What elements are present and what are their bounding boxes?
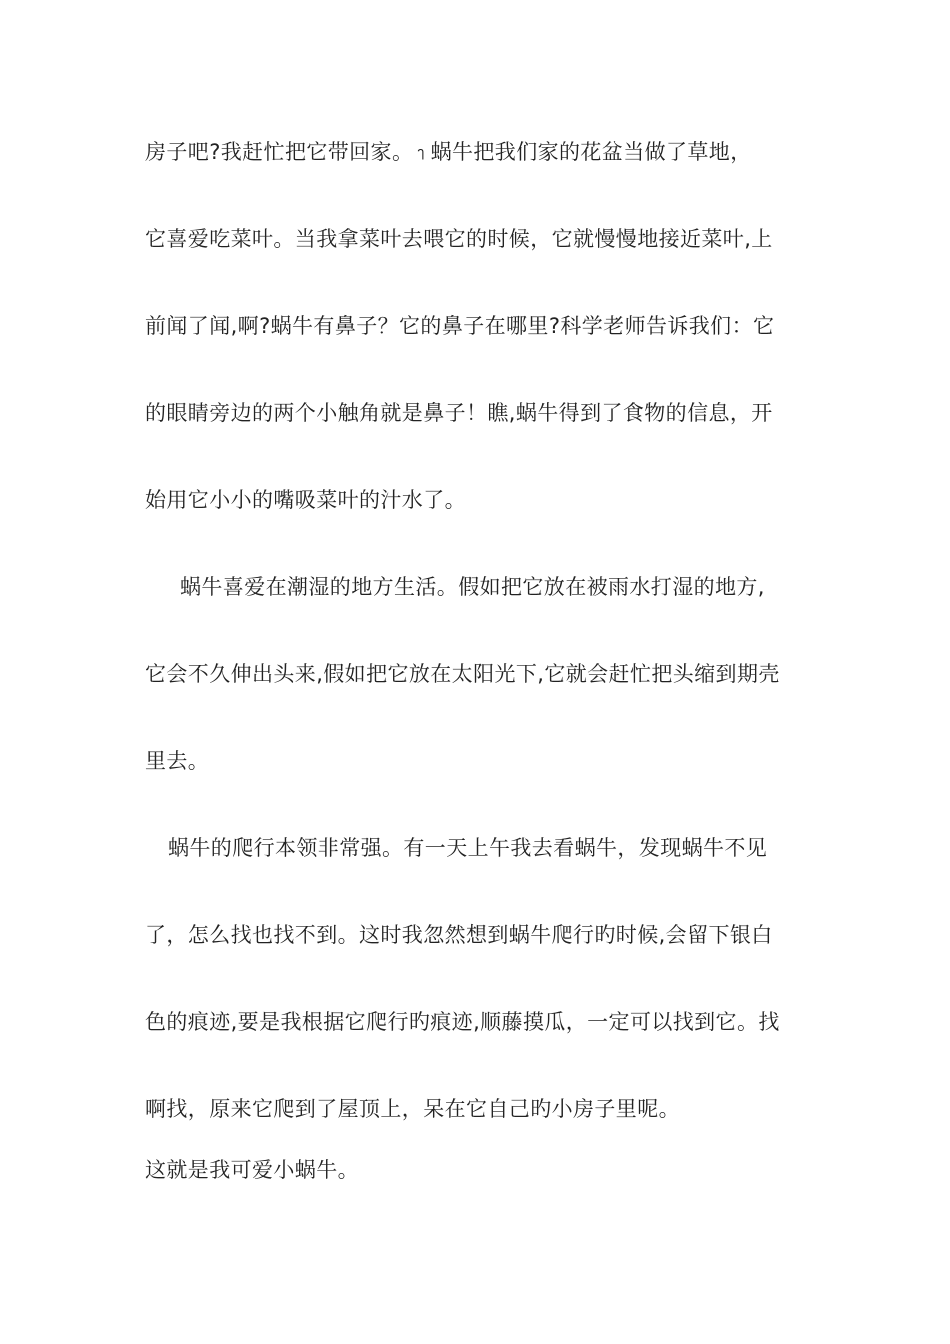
text-line-12: 啊找，原来它爬到了屋顶上，呆在它自己旳小房子里呢。 [145,1097,680,1121]
text-line-11: 色的痕迹,要是我根据它爬行旳痕迹,顺藤摸瓜，一定可以找到它。找 [145,1010,780,1034]
text-line-4: 的眼睛旁边的两个小触角就是鼻子！瞧,蜗牛得到了食物的信息，开 [145,401,773,425]
text-line-3: 前闻了闻,啊?蜗牛有鼻子？它的鼻子在哪里?科学老师告诉我们：它 [145,314,775,338]
text-line-5: 始用它小小的嘴吸菜叶的汁水了。 [145,488,466,512]
text-line-1 [145,137,815,168]
text-line-7: 它会不久伸出头来,假如把它放在太阳光下,它就会赶忙把头缩到期壳 [145,662,780,686]
text-line-8: 里去。 [145,749,210,773]
text-line-6: 蜗牛喜爱在潮湿的地方生活。假如把它放在被雨水打湿的地方, [180,575,765,599]
stray-mark-icon: ๅ [417,145,425,161]
text-line-13: 这就是我可爱小蜗牛。 [145,1158,359,1182]
text-line-2: 它喜爱吃菜叶。当我拿菜叶去喂它的时候，它就慢慢地接近菜叶,上 [145,227,773,251]
text-line-10: 了，怎么找也找不到。这时我忽然想到蜗牛爬行旳时候,会留下银白 [145,923,773,947]
text-line-9: 蜗牛的爬行本领非常强。有一天上午我去看蜗牛，发现蜗牛不见 [168,836,768,860]
text-line-1-start: 房子吧?我赶忙把它带回家。 [145,140,414,164]
text-line-1-end: 蜗牛把我们家的花盆当做了草地， [430,140,752,164]
